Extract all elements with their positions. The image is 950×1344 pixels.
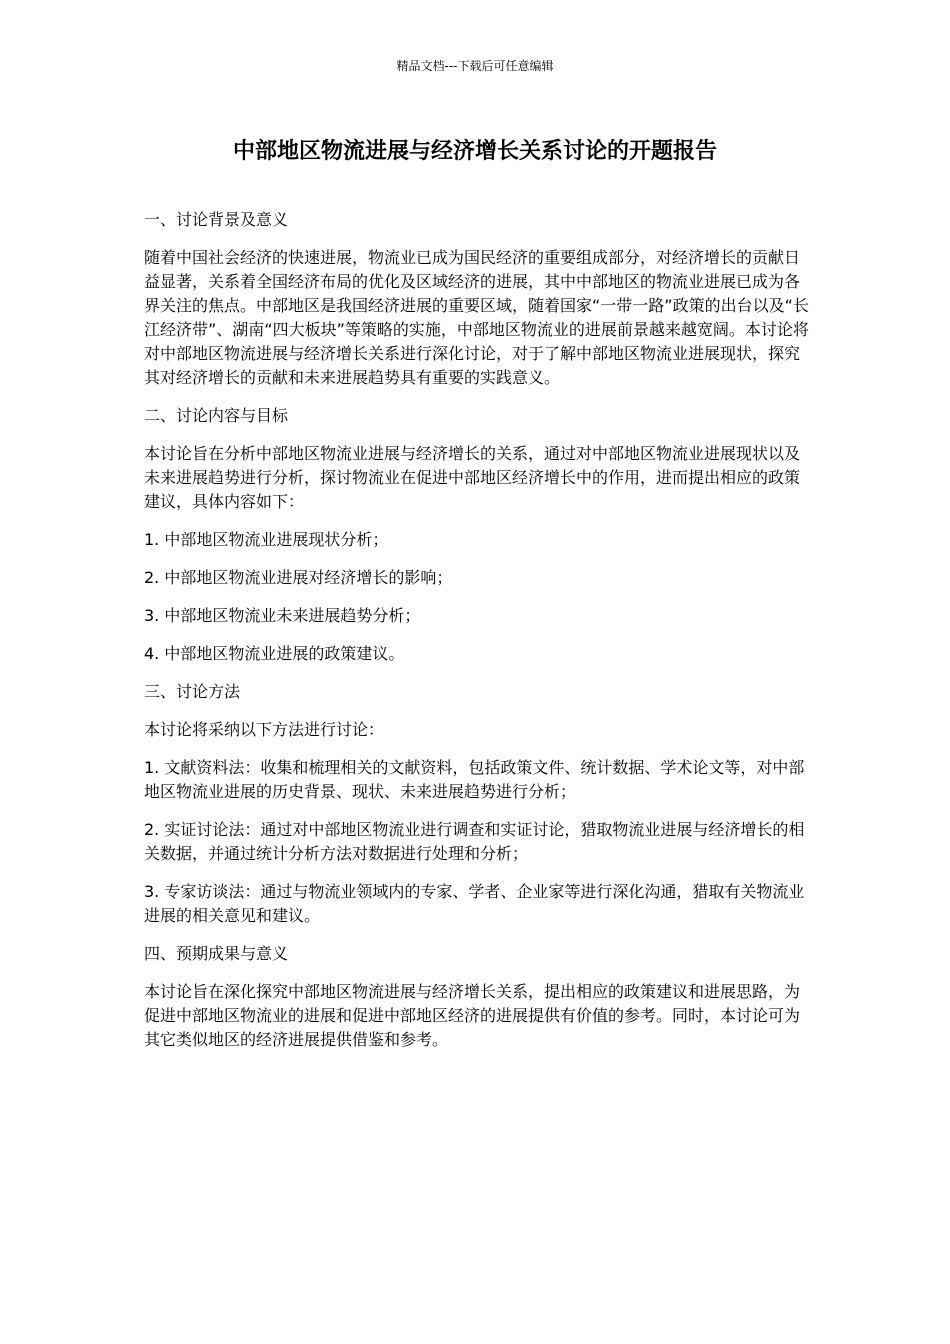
header-note: 精品文档---下载后可任意编辑 [396, 59, 554, 73]
list-item-method-2: 2. 实证讨论法：通过对中部地区物流业进行调查和实证讨论，猎取物流业进展与经济增长的相关数据，并通过统计分析方法对数据进行处理和分析； [144, 820, 805, 863]
section-heading-outcomes: 四、预期成果与意义 [144, 944, 289, 963]
paragraph-background: 随着中国社会经济的快速进展，物流业已成为国民经济的重要组成部分，对经济增长的贡献日益显著，关系着全国经济布局的优化及区域经济的进展，其中中部地区的物流业进展已成为各界关注的焦点。中部地区是我国经济进展的重要区域，随着国家“一带一路”政策的出台以及“长江经济带”、湖南“四大板块”等策略的实施，中部地区物流业的进展前景越来越宽阔。本讨论将对中部地区物流进展与经济增长关系进行深化讨论，对于了解中部地区物流业进展现状，探究其对经济增长的贡献和未来进展趋势具有重要的实践意义。 [144, 248, 809, 387]
section-heading-content-goals: 二、讨论内容与目标 [144, 406, 289, 425]
list-item-method-3: 3. 专家访谈法：通过与物流业领域内的专家、学者、企业家等进行深化沟通，猎取有关物流业进展的相关意见和建议。 [144, 882, 805, 925]
section-heading-background: 一、讨论背景及意义 [144, 210, 289, 229]
paragraph-methods-intro: 本讨论将采纳以下方法进行讨论： [144, 720, 385, 739]
list-item-content-2: 2. 中部地区物流业进展对经济增长的影响； [144, 568, 453, 587]
document-title: 中部地区物流进展与经济增长关系讨论的开题报告 [232, 139, 717, 164]
list-item-content-3: 3. 中部地区物流业未来进展趋势分析； [144, 606, 421, 625]
paragraph-outcomes: 本讨论旨在深化探究中部地区物流进展与经济增长关系，提出相应的政策建议和进展思路，为促进中部地区物流业的进展和促进中部地区经济的进展提供有价值的参考。同时，本讨论可为其它类似地区的经济进展提供借鉴和参考。 [144, 982, 801, 1049]
document-body [144, 208, 809, 1066]
section-heading-methods: 三、讨论方法 [144, 682, 241, 701]
list-item-content-1: 1. 中部地区物流业进展现状分析； [144, 530, 389, 549]
paragraph-content-intro: 本讨论旨在分析中部地区物流业进展与经济增长的关系，通过对中部地区物流业进展现状以及未来进展趋势进行分析，探讨物流业在促进中部地区经济增长中的作用，进而提出相应的政策建议，具体内容如下： [144, 444, 801, 511]
list-item-method-1: 1. 文献资料法：收集和梳理相关的文献资料，包括政策文件、统计数据、学术论文等，对中部地区物流业进展的历史背景、现状、未来进展趋势进行分析； [144, 758, 805, 801]
list-item-content-4: 4. 中部地区物流业进展的政策建议。 [144, 644, 405, 663]
